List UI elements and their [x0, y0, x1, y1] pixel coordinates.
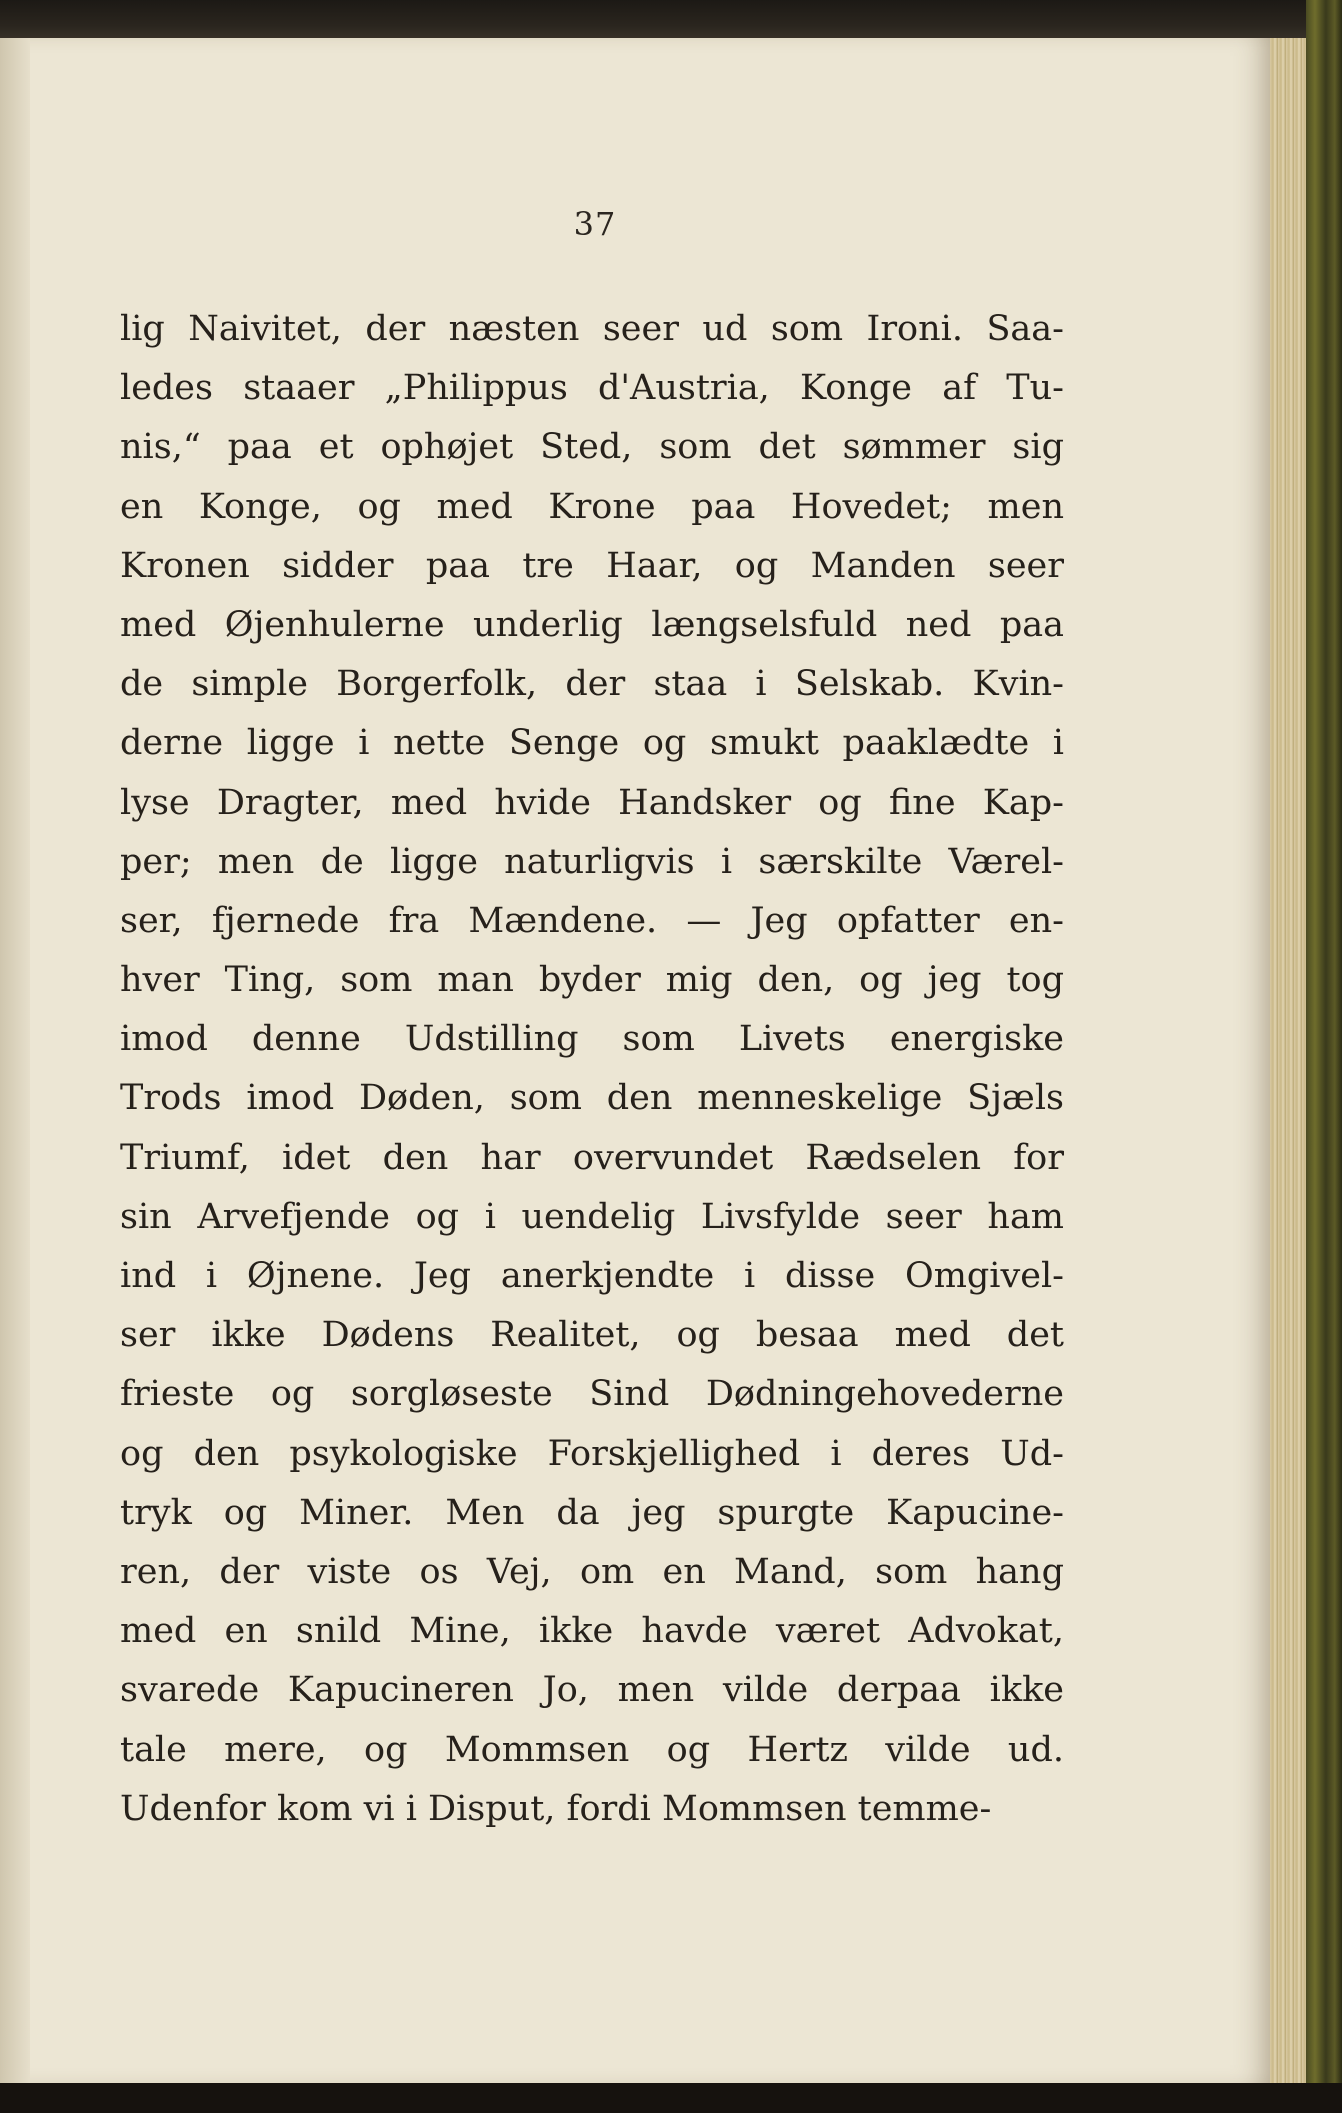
text-line: derne ligge i nette Senge og smukt paaklædte i: [120, 723, 1064, 764]
text-line: Kronen sidder paa tre Haar, og Manden seer: [120, 545, 1064, 586]
text-line: Triumf, idet den har overvundet Rædselen for: [120, 1137, 1064, 1178]
body-text: [120, 300, 1064, 1839]
scan-bottom-edge: [0, 2083, 1342, 2113]
text-line: sin Arvefjende og i uendelig Livsfylde seer ham: [120, 1196, 1064, 1237]
text-line: tryk og Miner. Men da jeg spurgte Kapucine-: [120, 1492, 1064, 1533]
text-line: ser, fjernede fra Mændene. — Jeg opfatter en-: [120, 900, 1064, 941]
text-line: imod denne Udstilling som Livets energiske: [120, 1019, 1064, 1060]
text-line: tale mere, og Mommsen og Hertz vilde ud.: [120, 1729, 1064, 1770]
text-line: lig Naivitet, der næsten seer ud som Ironi. Saa-: [120, 309, 1064, 349]
text-line: nis,“ paa et ophøjet Sted, som det sømmer sig: [120, 427, 1064, 468]
text-line: svarede Kapucineren Jo, men vilde derpaa ikke: [120, 1670, 1064, 1711]
text-line: ren, der viste os Vej, om en Mand, som hang: [120, 1551, 1064, 1592]
text-line: med en snild Mine, ikke havde været Advokat,: [120, 1611, 1064, 1652]
text-line: hver Ting, som man byder mig den, og jeg tog: [120, 960, 1064, 1001]
scan-top-edge: [0, 0, 1342, 42]
page-number: 37: [573, 205, 617, 243]
text-line: Trods imod Døden, som den menneskelige Sjæls: [120, 1078, 1064, 1119]
text-line: ser ikke Dødens Realitet, og besaa med det: [120, 1315, 1064, 1356]
text-line: en Konge, og med Krone paa Hovedet; men: [120, 486, 1064, 527]
text-line: med Øjenhulerne underlig længselsfuld ned paa: [120, 604, 1064, 645]
text-line: ind i Øjnene. Jeg anerkjendte i disse Omgivel-: [120, 1256, 1064, 1296]
page-gutter: [0, 38, 30, 2083]
book-cover-edge: [1306, 0, 1342, 2113]
text-line: frieste og sorgløseste Sind Dødningehovederne: [120, 1374, 1064, 1415]
text-line: og den psykologiske Forskjellighed i deres Ud-: [120, 1433, 1064, 1474]
text-line: Udenfor kom vi i Disput, fordi Mommsen temme-: [120, 1788, 992, 1829]
text-line: per; men de ligge naturligvis i særskilte Værel-: [120, 841, 1064, 882]
text-line: de simple Borgerfolk, der staa i Selskab. Kvin-: [120, 664, 1064, 705]
page-edges: [1270, 38, 1310, 2083]
text-line: lyse Dragter, med hvide Handsker og fine Kap-: [120, 782, 1064, 823]
text-line: ledes staaer „Philippus d'Austria, Konge af Tu-: [120, 368, 1064, 409]
